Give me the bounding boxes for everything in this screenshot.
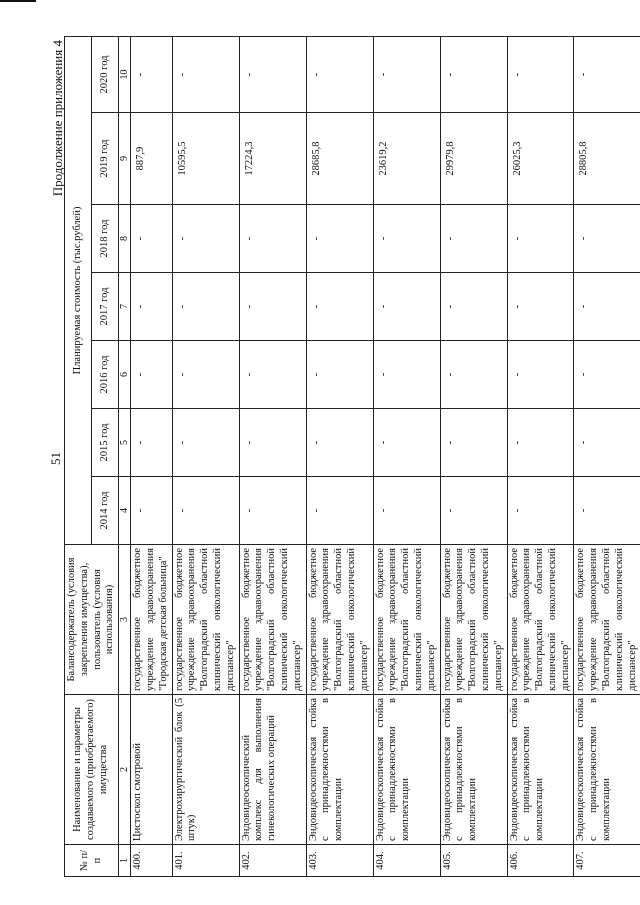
cost-2020: -	[239, 36, 306, 112]
balance-holder: государственное бюджетное учреждение здравоохранения "Волгоградский областной клинический онкологический диспансер"	[373, 545, 440, 695]
cost-2014: -	[131, 477, 172, 545]
header-year: 2017 год	[92, 273, 119, 341]
balance-holder: государственное бюджетное учреждение здравоохранения "Волгоградский областной клинический онкологический диспансер"	[440, 545, 507, 695]
column-index-row	[119, 36, 131, 876]
cost-2016: -	[306, 341, 373, 409]
cost-2014: -	[440, 477, 507, 545]
cost-2015: -	[306, 409, 373, 477]
column-index: 10	[119, 36, 131, 112]
property-name: Эндовидеоскопическая стойка с принадлежностями в комплектации	[574, 695, 640, 845]
cost-2019: 26025,3	[507, 113, 574, 205]
cost-2020: -	[440, 36, 507, 112]
row-number: 402.	[239, 845, 306, 877]
header-holder: Балансодержатель (условия закрепления имущества), пользователь (условия использования)	[65, 545, 119, 695]
cost-2018: -	[131, 205, 172, 273]
column-index: 2	[119, 695, 131, 845]
property-name: Эндовидеоскопическая стойка с принадлежностями в комплектации	[440, 695, 507, 845]
property-name: Эндовидеоскопический комплекс для выполнения гинекологических операций	[239, 695, 306, 845]
cost-2016: -	[507, 341, 574, 409]
row-number: 404.	[373, 845, 440, 877]
cost-2018: -	[440, 205, 507, 273]
cost-2014: -	[306, 477, 373, 545]
row-number: 400.	[131, 845, 172, 877]
table-row	[172, 36, 239, 876]
cost-2017: -	[131, 273, 172, 341]
cost-2016: -	[239, 341, 306, 409]
cost-2018: -	[239, 205, 306, 273]
balance-holder: государственное бюджетное учреждение здравоохранения "Волгоградский областной клинический онкологический диспансер"	[172, 545, 239, 695]
balance-holder: государственное бюджетное учреждение здравоохранения "Городская детская больница"	[131, 545, 172, 695]
row-number: 403.	[306, 845, 373, 877]
cost-2014: -	[172, 477, 239, 545]
property-name: Эндовидеоскопическая стойка с принадлежностями в комплектации	[507, 695, 574, 845]
balance-holder: государственное бюджетное учреждение здравоохранения "Волгоградский областной клинический онкологический диспансер"	[306, 545, 373, 695]
balance-holder: государственное бюджетное учреждение здравоохранения "Волгоградский областной клинический онкологический диспансер"	[574, 545, 640, 695]
header-year: 2016 год	[92, 341, 119, 409]
header-row	[65, 36, 92, 876]
cost-2019: 10595,5	[172, 113, 239, 205]
cost-2015: -	[574, 409, 640, 477]
header-year: 2015 год	[92, 409, 119, 477]
column-index: 5	[119, 409, 131, 477]
table-row	[239, 36, 306, 876]
cost-2020: -	[306, 36, 373, 112]
cost-2016: -	[373, 341, 440, 409]
table-row	[507, 36, 574, 876]
column-index: 9	[119, 113, 131, 205]
table-row	[131, 36, 172, 876]
cost-2015: -	[373, 409, 440, 477]
table-row	[574, 36, 640, 876]
cost-2014: -	[373, 477, 440, 545]
header-num: № п/п	[65, 845, 119, 877]
column-index: 1	[119, 845, 131, 877]
table-body	[131, 36, 640, 876]
cost-2019: 28685,8	[306, 113, 373, 205]
cost-2019: 23619,2	[373, 113, 440, 205]
balance-holder: государственное бюджетное учреждение здравоохранения "Волгоградский областной клинический онкологический диспансер"	[239, 545, 306, 695]
cost-2017: -	[172, 273, 239, 341]
cost-2014: -	[574, 477, 640, 545]
cost-2016: -	[172, 341, 239, 409]
cost-2020: -	[172, 36, 239, 112]
property-name: Эндовидеоскопическая стойка с принадлежностями в комплектации	[373, 695, 440, 845]
cost-2017: -	[440, 273, 507, 341]
table-row	[373, 36, 440, 876]
cost-2020: -	[574, 36, 640, 112]
cost-2017: -	[306, 273, 373, 341]
column-index: 7	[119, 273, 131, 341]
cost-2016: -	[574, 341, 640, 409]
cost-2018: -	[507, 205, 574, 273]
continuation-note: Продолжение приложения 4	[50, 40, 65, 197]
table-row	[306, 36, 373, 876]
cost-2019: 887,9	[131, 113, 172, 205]
cost-2020: -	[373, 36, 440, 112]
header-year: 2020 год	[92, 36, 119, 112]
cost-2019: 17224,3	[239, 113, 306, 205]
cost-2020: -	[131, 36, 172, 112]
cost-2018: -	[172, 205, 239, 273]
cost-2015: -	[239, 409, 306, 477]
property-name: Эндовидеоскопическая стойка с принадлежностями в комплектации	[306, 695, 373, 845]
cost-2016: -	[440, 341, 507, 409]
column-index: 4	[119, 477, 131, 545]
cost-2017: -	[239, 273, 306, 341]
property-name: Цистоскоп смотровой	[131, 695, 172, 845]
cost-2019: 29979,8	[440, 113, 507, 205]
cost-2016: -	[131, 341, 172, 409]
property-name: Электрохирургический блок (5 штук)	[172, 695, 239, 845]
row-number: 406.	[507, 845, 574, 877]
cost-2015: -	[440, 409, 507, 477]
balance-holder: государственное бюджетное учреждение здравоохранения "Волгоградский областной клинический онкологический диспансер"	[507, 545, 574, 695]
page-number: 51	[48, 452, 63, 465]
cost-2017: -	[507, 273, 574, 341]
header-year: 2019 год	[92, 113, 119, 205]
cost-2019: 28805,8	[574, 113, 640, 205]
cost-2018: -	[306, 205, 373, 273]
row-number: 407.	[574, 845, 640, 877]
cost-2020: -	[507, 36, 574, 112]
table-row	[440, 36, 507, 876]
cost-2014: -	[507, 477, 574, 545]
property-table	[64, 36, 640, 877]
cost-2015: -	[172, 409, 239, 477]
header-year: 2014 год	[92, 477, 119, 545]
cost-2018: -	[574, 205, 640, 273]
row-number: 405.	[440, 845, 507, 877]
cost-2017: -	[373, 273, 440, 341]
cost-2015: -	[131, 409, 172, 477]
column-index: 8	[119, 205, 131, 273]
cost-2015: -	[507, 409, 574, 477]
header-year: 2018 год	[92, 205, 119, 273]
header-cost: Планируемая стоимость (тыс.рублей)	[65, 36, 92, 544]
column-index: 3	[119, 545, 131, 695]
column-index: 6	[119, 341, 131, 409]
cost-2014: -	[239, 477, 306, 545]
header-name: Наименование и параметры создаваемого (приобретаемого) имущества	[65, 695, 119, 845]
cost-2017: -	[574, 273, 640, 341]
row-number: 401.	[172, 845, 239, 877]
cost-2018: -	[373, 205, 440, 273]
